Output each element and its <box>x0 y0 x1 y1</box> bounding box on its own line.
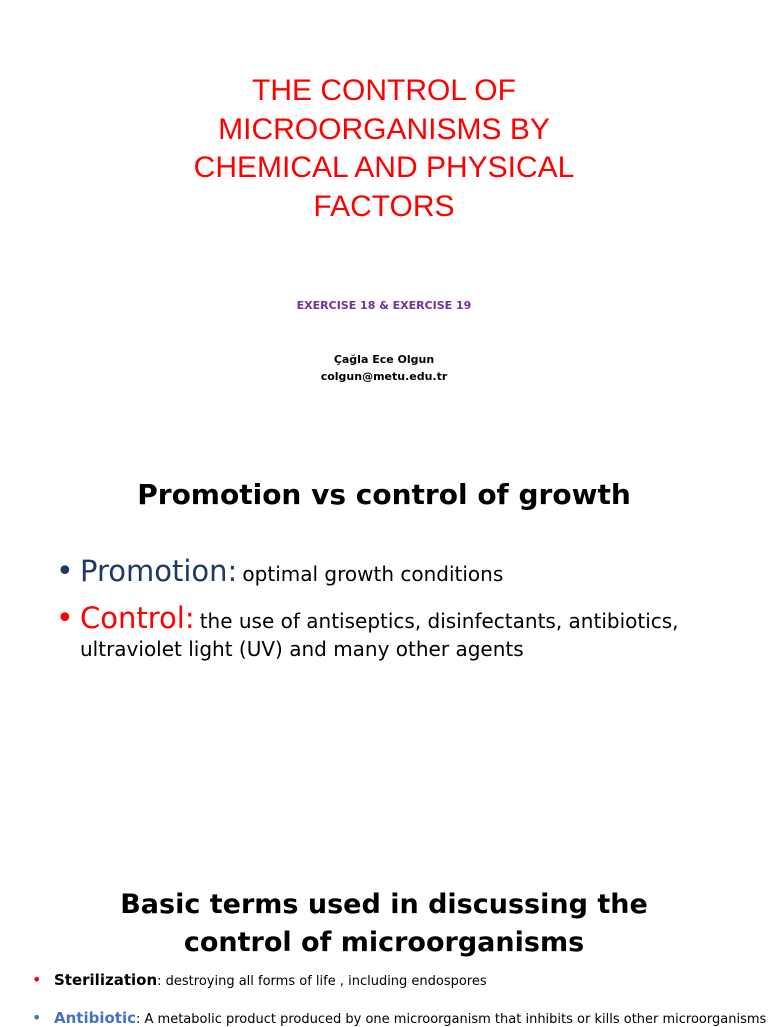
bullet-marker: • <box>56 554 74 589</box>
author-email: colgun@metu.edu.tr <box>320 370 448 383</box>
title-line: FACTORS <box>313 189 455 223</box>
slide-heading: Promotion vs control of growth <box>137 478 631 511</box>
slide-title <box>0 72 768 226</box>
bullet-item-promotion <box>56 554 696 588</box>
bullet-description: optimal growth conditions <box>242 562 504 586</box>
definition-item-sterilization <box>32 970 768 989</box>
bullet-description: the use of antiseptics, disinfectants, antibiotics, <box>199 609 679 633</box>
bullet-marker: • <box>32 970 42 989</box>
title-slide <box>0 0 768 432</box>
bullet-item-control <box>56 601 696 661</box>
bullet-description-continued: ultraviolet light (UV) and many other agents <box>80 637 524 661</box>
author-name: Çağla Ece Olgun <box>333 353 435 366</box>
definition-term: Sterilization <box>54 971 158 989</box>
definition-term: Antibiotic <box>54 1009 136 1027</box>
slide-heading <box>0 886 768 962</box>
title-line: MICROORGANISMS BY <box>218 112 550 146</box>
bullet-term: Promotion: <box>80 554 238 588</box>
bullet-term: Control: <box>80 601 195 635</box>
title-line: CHEMICAL AND PHYSICAL <box>193 151 575 184</box>
bullet-marker: • <box>56 601 74 636</box>
basic-terms-slide <box>0 864 768 1027</box>
promotion-control-slide <box>0 432 768 864</box>
definition-text: : A metabolic product produced by one microorganism that inhibits or kills other microorganisms <box>136 1012 767 1027</box>
definition-item-antibiotic <box>32 1008 768 1027</box>
definition-text: : destroying all forms of life , including endospores <box>157 974 487 989</box>
bullet-marker: • <box>32 1008 42 1027</box>
author-block <box>0 351 768 385</box>
heading-line: control of microorganisms <box>183 927 585 958</box>
heading-line: Basic terms used in discussing the <box>120 889 648 920</box>
title-line: THE CONTROL OF <box>252 74 516 107</box>
exercise-subtitle: EXERCISE 18 & EXERCISE 19 <box>296 299 472 312</box>
